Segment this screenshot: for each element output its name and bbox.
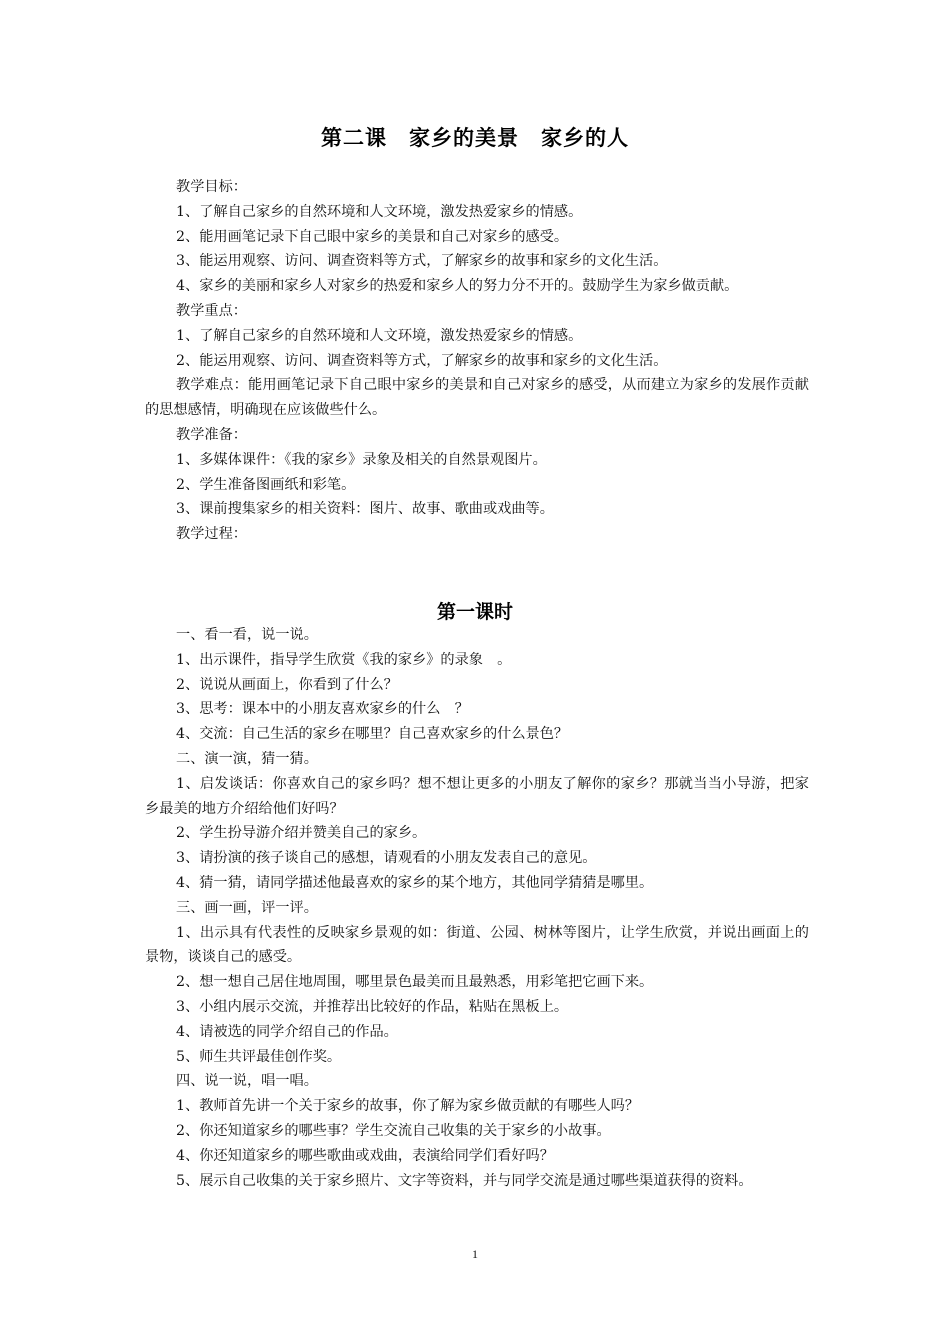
paragraph: 4、请被选的同学介绍自己的作品。 [176, 1023, 398, 1040]
page-number: 1 [472, 1247, 478, 1261]
paragraph: 四、说一说，唱一唱。 [176, 1073, 318, 1090]
paragraph: 4、家乡的美丽和家乡人对家乡的热爱和家乡人的努力分不开的。鼓励学生为家乡做贡献。 [176, 278, 739, 295]
paragraph: 三、画一画，评一评。 [176, 899, 318, 916]
paragraph: 1、教师首先讲一个关于家乡的故事，你了解为家乡做贡献的有哪些人吗？ [176, 1098, 640, 1115]
paragraph: 4、你还知道家乡的哪些歌曲或戏曲，表演给同学们看好吗？ [176, 1147, 554, 1164]
intro-section [145, 175, 809, 547]
paragraph: 2、能运用观察、访问、调查资料等方式，了解家乡的故事和家乡的文化生活。 [176, 352, 668, 369]
paragraph: 2、你还知道家乡的哪些事？学生交流自己收集的关于家乡的小故事。 [176, 1122, 611, 1139]
page-title: 第二课 家乡的美景 家乡的人 [321, 126, 629, 150]
paragraph: 2、学生准备图画纸和彩笔。 [176, 476, 356, 493]
paragraph: 3、课前搜集家乡的相关资料：图片、故事、歌曲或戏曲等。 [176, 501, 554, 518]
paragraph: 一、看一看，说一说。 [176, 627, 318, 643]
paragraph: 5、师生共评最佳创作奖。 [176, 1048, 342, 1065]
paragraph: 4、猜一猜，请同学描述他最喜欢的家乡的某个地方，其他同学猜猜是哪里。 [176, 874, 654, 891]
paragraph: 教学过程： [176, 526, 247, 543]
paragraph: 2、学生扮导游介绍并赞美自己的家乡。 [176, 825, 427, 842]
paragraph: 1、了解自己家乡的自然环境和人文环境，激发热爱家乡的情感。 [176, 327, 583, 344]
paragraph: 教学目标： [176, 179, 247, 195]
section-title: 第一课时 [436, 601, 513, 623]
paragraph: 5、展示自己收集的关于家乡照片、文字等资料，并与同学交流是通过哪些渠道获得的资料。 [176, 1172, 753, 1189]
paragraph: 教学重点： [176, 302, 247, 319]
paragraph: 2、说说从画面上，你看到了什么？ [176, 676, 398, 693]
lesson-section [145, 623, 809, 1193]
paragraph: 1、出示具有代表性的反映家乡景观的如：街道、公园、树林等图片，让学生欣赏，并说出画面上的景物，谈谈自己的感受。 [145, 924, 809, 966]
paragraph: 2、想一想自己居住地周围，哪里景色最美而且最熟悉，用彩笔把它画下来。 [176, 974, 654, 991]
paragraph: 3、请扮演的孩子谈自己的感想，请观看的小朋友发表自己的意见。 [176, 850, 597, 867]
paragraph: 3、能运用观察、访问、调查资料等方式，了解家乡的故事和家乡的文化生活。 [176, 253, 668, 270]
paragraph: 1、出示课件，指导学生欣赏《我的家乡》的录象 。 [176, 651, 512, 668]
paragraph: 教学准备： [176, 426, 247, 443]
paragraph: 1、多媒体课件：《我的家乡》录象及相关的自然景观图片。 [176, 451, 547, 468]
paragraph: 3、小组内展示交流，并推荐出比较好的作品，粘贴在黑板上。 [176, 998, 569, 1015]
paragraph: 3、思考：课本中的小朋友喜欢家乡的什么 ？ [176, 701, 469, 718]
paragraph: 2、能用画笔记录下自己眼中家乡的美景和自己对家乡的感受。 [176, 228, 569, 245]
paragraph: 1、了解自己家乡的自然环境和人文环境，激发热爱家乡的情感。 [176, 203, 583, 220]
paragraph: 4、交流：自己生活的家乡在哪里？自己喜欢家乡的什么景色？ [176, 726, 569, 743]
paragraph: 1、启发谈话：你喜欢自己的家乡吗？想不想让更多的小朋友了解你的家乡？那就当当小导游，把家乡最美的地方介绍给他们好吗？ [145, 775, 809, 817]
paragraph: 教学难点：能用画笔记录下自己眼中家乡的美景和自己对家乡的感受，从而建立为家乡的发展作贡献的思想感情，明确现在应该做些什么。 [145, 377, 809, 419]
paragraph: 二、演一演，猜一猜。 [176, 750, 318, 767]
